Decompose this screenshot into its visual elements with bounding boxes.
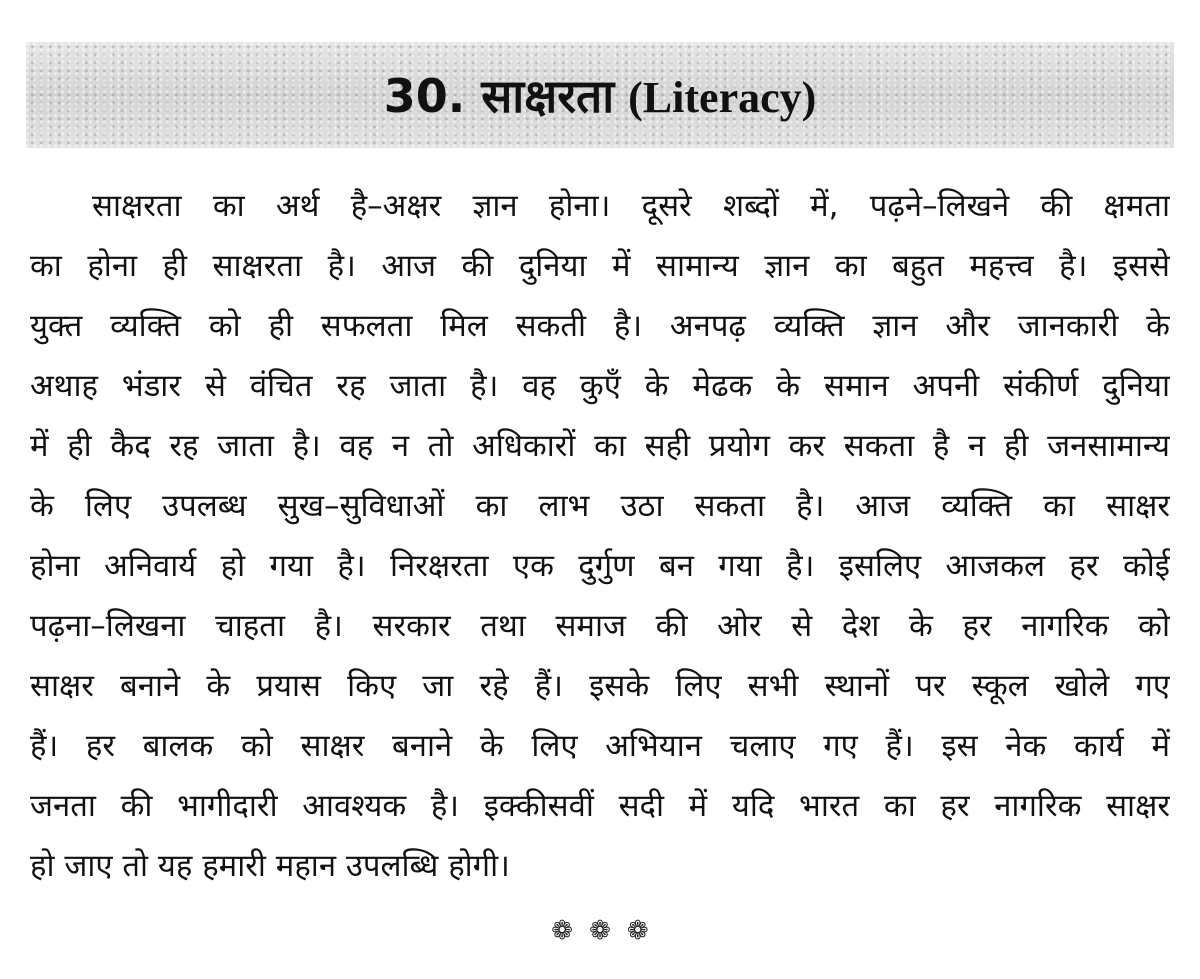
paragraph-line: पढ़ना–लिखना चाहता है। सरकार तथा समाज की ओर से देश के हर नागरिक को [30,608,1170,644]
paragraph-line: हैं। हर बालक को साक्षर बनाने के लिए अभियान चलाए गए हैं। इस नेक कार्य में [30,728,1170,764]
paragraph-line: हो जाए तो यह हमारी महान उपलब्धि होगी। [30,848,510,884]
title-english: (Literacy) [628,73,817,122]
paragraph-line: का होना ही साक्षरता है। आज की दुनिया में सामान्य ज्ञान का बहुत महत्त्व है। इससे [30,248,1170,284]
flower-ornament-icon: ❁ [589,916,611,946]
paragraph-line: युक्त व्यक्ति को ही सफलता मिल सकती है। अनपढ़ व्यक्ति ज्ञान और जानकारी के [30,308,1170,344]
page-title [384,64,817,126]
paragraph-line: साक्षरता का अर्थ है–अक्षर ज्ञान होना। दूसरे शब्दों में, पढ़ने–लिखने की क्षमता [92,188,1170,224]
paragraph-line: अथाह भंडार से वंचित रह जाता है। वह कुएँ के मेढक के समान अपनी संकीर्ण दुनिया [30,368,1170,404]
paragraph-line: जनता की भागीदारी आवश्यक है। इक्कीसवीं सदी में यदि भारत का हर नागरिक साक्षर [30,788,1170,824]
title-band [26,42,1174,148]
flower-ornament-icon: ❁ [551,916,574,946]
title-hindi: 30. साक्षरता [383,69,615,123]
paragraph-line: होना अनिवार्य हो गया है। निरक्षरता एक दुर्गुण बन गया है। इसलिए आजकल हर कोई [30,548,1170,584]
flower-ornament-icon: ❁ [626,916,649,946]
essay-paragraph [30,176,1170,896]
paragraph-line: में ही कैद रह जाता है। वह न तो अधिकारों का सही प्रयोग कर सकता है न ही जनसामान्य [30,428,1170,464]
section-end-ornaments [0,916,1200,946]
paragraph-line: के लिए उपलब्ध सुख–सुविधाओं का लाभ उठा सकता है। आज व्यक्ति का साक्षर [30,488,1170,524]
paragraph-line: साक्षर बनाने के प्रयास किए जा रहे हैं। इसके लिए सभी स्थानों पर स्कूल खोले गए [30,668,1170,704]
